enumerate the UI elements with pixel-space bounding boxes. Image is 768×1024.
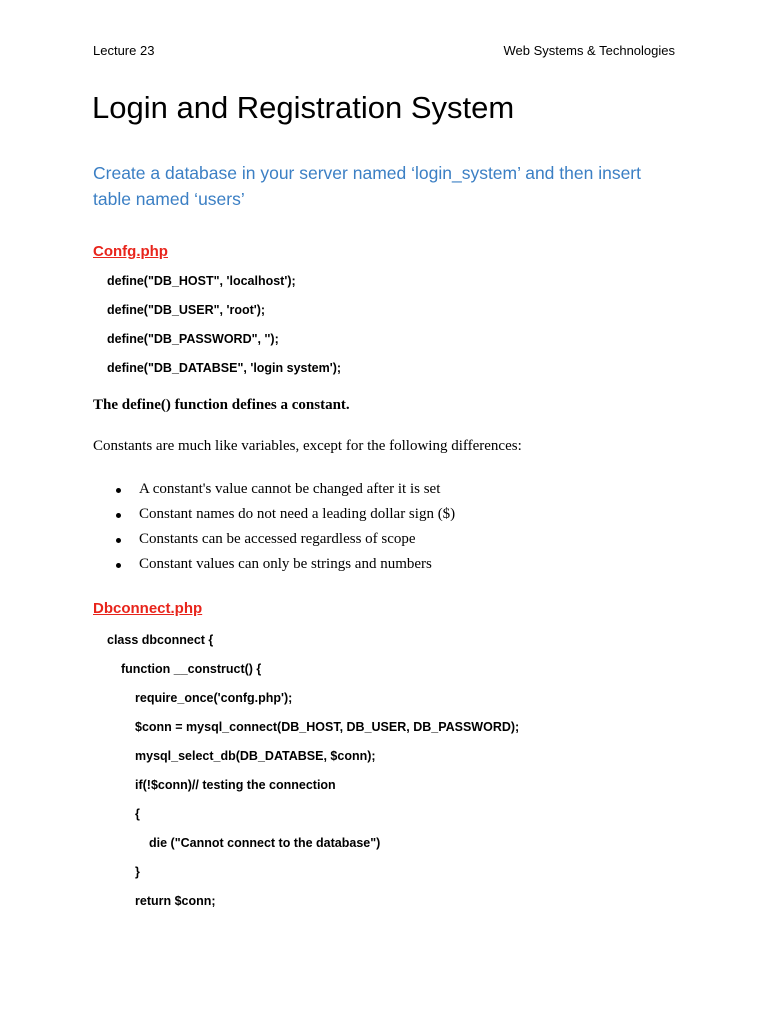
bullet-icon bbox=[116, 488, 121, 493]
constants-differences-list bbox=[93, 479, 593, 579]
code-line: return $conn; bbox=[135, 894, 216, 908]
course-name: Web Systems & Technologies bbox=[503, 43, 675, 58]
lecture-number: Lecture 23 bbox=[93, 43, 155, 58]
code-line: define("DB_HOST", 'localhost'); bbox=[107, 274, 296, 288]
list-item bbox=[93, 529, 593, 554]
code-line: define("DB_USER", 'root'); bbox=[107, 303, 266, 317]
code-line: function __construct() { bbox=[121, 662, 262, 676]
list-item-text: Constant values can only be strings and numbers bbox=[139, 556, 432, 572]
code-line: class dbconnect { bbox=[107, 633, 214, 647]
subtitle: Create a database in your server named ‘login_system’ and then insert table named ‘users’ bbox=[93, 163, 641, 209]
list-item bbox=[93, 504, 593, 529]
code-line: define("DB_DATABSE", 'login system'); bbox=[107, 361, 342, 375]
code-line: $conn = mysql_connect(DB_HOST, DB_USER, DB_PASSWORD); bbox=[135, 720, 520, 734]
bullet-icon bbox=[116, 513, 121, 518]
code-line: require_once('confg.php'); bbox=[135, 691, 293, 705]
dbconnect-php-heading: Dbconnect.php bbox=[93, 600, 203, 617]
code-line: mysql_select_db(DB_DATABSE, $conn); bbox=[135, 749, 376, 763]
list-item bbox=[93, 554, 593, 579]
code-line: die ("Cannot connect to the database") bbox=[149, 836, 381, 850]
constants-intro: Constants are much like variables, except for the following differences: bbox=[93, 438, 522, 454]
bullet-icon bbox=[116, 538, 121, 543]
list-item-text: Constant names do not need a leading dollar sign ($) bbox=[139, 506, 456, 522]
bullet-icon bbox=[116, 563, 121, 568]
code-line: } bbox=[135, 865, 140, 879]
confg-php-heading: Confg.php bbox=[93, 243, 168, 260]
code-line: if(!$conn)// testing the connection bbox=[135, 778, 336, 792]
define-statement: The define() function defines a constant. bbox=[93, 397, 350, 413]
list-item-text: A constant's value cannot be changed after it is set bbox=[139, 481, 441, 497]
page-title: Login and Registration System bbox=[92, 90, 515, 125]
list-item-text: Constants can be accessed regardless of scope bbox=[139, 531, 416, 547]
code-line: { bbox=[135, 807, 140, 821]
code-line: define("DB_PASSWORD", ''); bbox=[107, 332, 279, 346]
list-item bbox=[93, 479, 593, 504]
